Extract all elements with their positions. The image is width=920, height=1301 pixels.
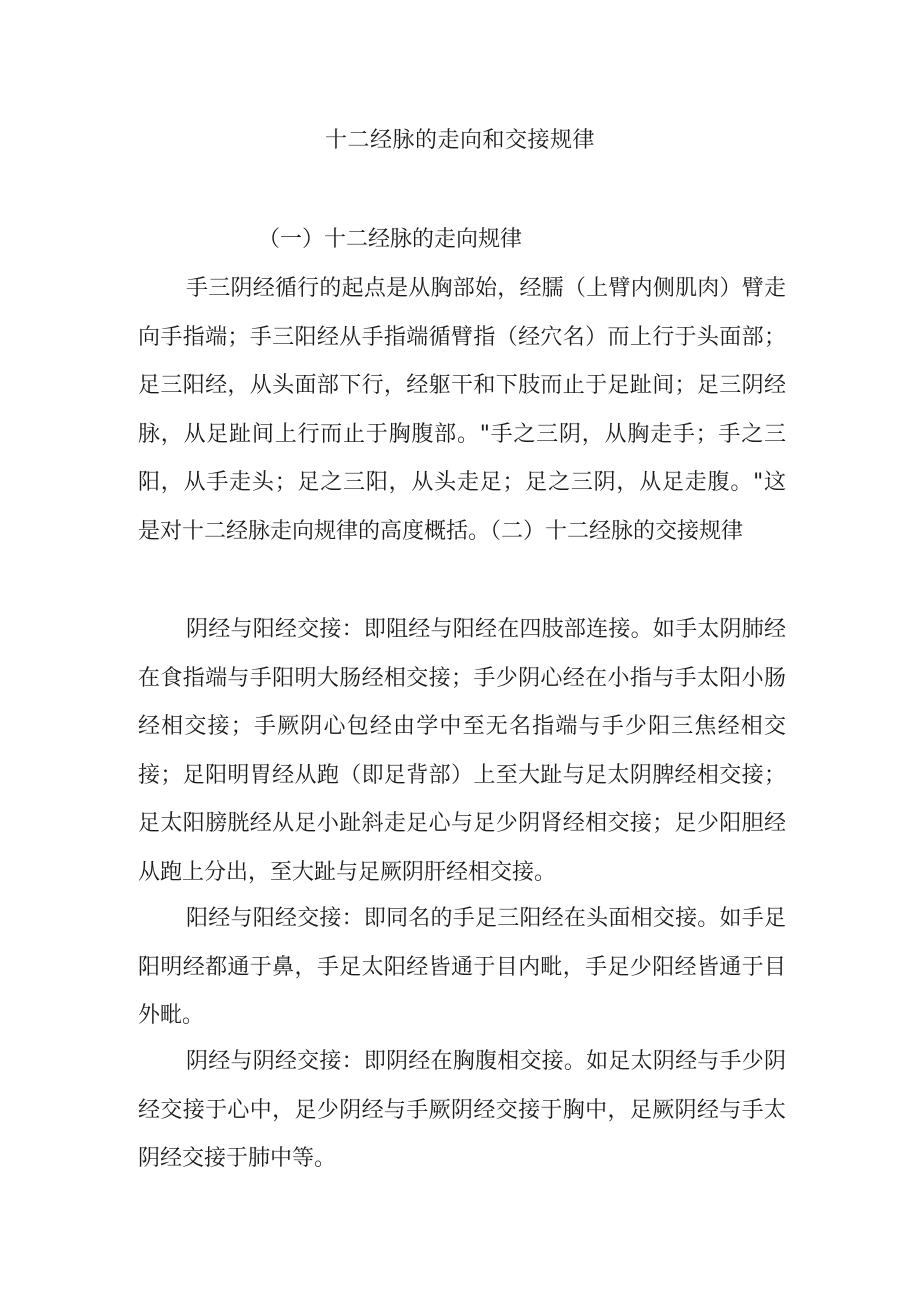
paragraph-yang-yang-junction: 阳经与阳经交接：即同名的手足三阳经在头面相交接。如手足阳明经都通于鼻，手足太阳经皆通于目内毗，手足少阳经皆通于目外毗。 (138, 906, 786, 1029)
section-heading: （一）十二经脉的走向规律 (258, 227, 523, 252)
paragraph-yin-yang-junction: 阴经与阳经交接：即阻经与阳经在四肢部连接。如手太阴肺经在食指端与手阳明大肠经相交接；手少阴心经在小指与手太阳小肠经相交接；手厥阴心包经由学中至无名指端与手少阳三焦经相交接；足阳明胃经从跑（即足背部）上至大趾与足太阴脾经相交接；足太阳膀胱经从足小趾斜走足心与足少阴肾经相交接；足少阳胆经从跑上分出，至大趾与足厥阴肝经相交接。 (138, 617, 786, 885)
document-title: 十二经脉的走向和交接规律 (324, 128, 595, 153)
paragraph-yin-yin-junction: 阴经与阴经交接：即阴经在胸腹相交接。如足太阴经与手少阴经交接于心中，足少阴经与手厥阴经交接于胸中，足厥阴经与手太阴经交接于肺中等。 (138, 1049, 786, 1172)
paragraph-meridian-direction: 手三阴经循行的起点是从胸部始，经臑（上臂内侧肌肉）臂走向手指端；手三阳经从手指端循臂指（经穴名）而上行于头面部；足三阳经，从头面部下行，经躯干和下肢而止于足趾间；足三阴经脉，从足趾间上行而止于胸腹部。"手之三阴，从胸走手；手之三阳，从手走头；足之三阳，从头走足；足之三阴，从足走腹。"这是对十二经脉走向规律的高度概括。（二）十二经脉的交接规律 (138, 276, 786, 544)
